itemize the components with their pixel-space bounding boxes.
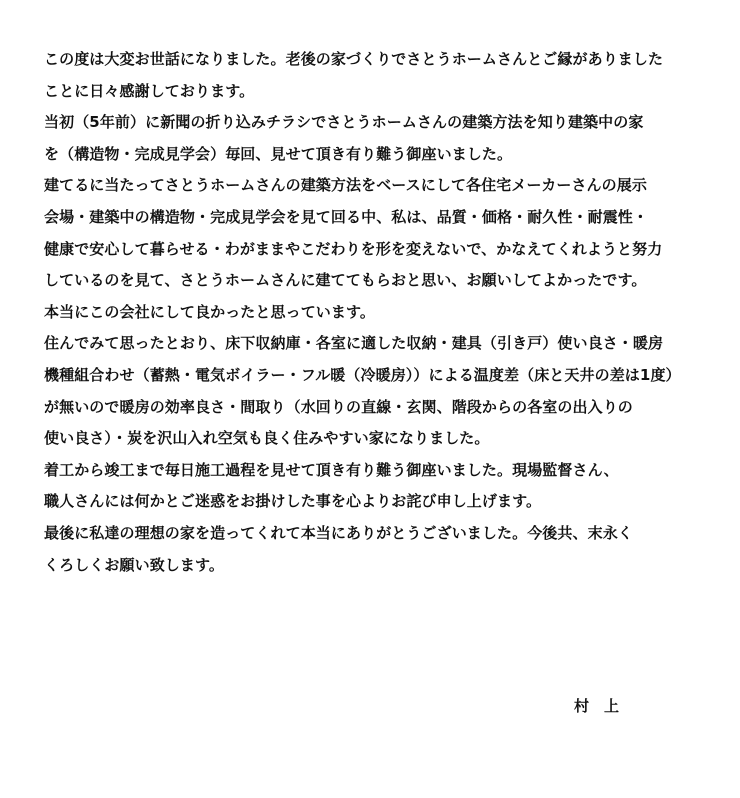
letter-line: この度は大変お世話になりました。老後の家づくりでさとうホームさんとご縁がありました [44,50,664,68]
letter-line: くろしくお願い致します。 [44,555,225,574]
letter-line: が無いので暖房の効率良さ・間取り（水回りの直線・玄関、階段からの各室の出入りの [44,397,633,416]
letter-line: ことに日々感謝しております。 [44,81,255,100]
letter-line: 使い良さ）・炭を沢山入れ空気も良く住みやすい家になりました。 [44,429,490,448]
letter-line: 会場・建築中の構造物・完成見学会を見て回る中、私は、品質・価格・耐久性・耐震性・ [44,207,649,226]
letter-line: 建てるに当たってさとうホームさんの建築方法をベースにして各住宅メーカーさんの展示 [44,176,647,195]
signature: 村 上 [574,697,620,715]
letter-line: 住んでみて思ったとおり、床下収納庫・各室に適した収納・建具（引き戸）使い良さ・暖房 [44,334,664,353]
letter-line: 健康で安心して暮らせる・わがままやこだわりを形を変えないで、かなえてくれようと努力 [44,239,663,258]
letter-line: 着工から竣工まで毎日施工過程を見せて頂き有り難う御座いました。現場監督さん、 [44,460,619,479]
letter-line: 最後に私達の理想の家を造ってくれて本当にありがとうございました。今後共、末永く [44,523,633,542]
letter-line: 本当にこの会社にして良かったと思っています。 [44,302,376,321]
letter-line: 当初（5年前）に新聞の折り込みチラシでさとうホームさんの建築方法を知り建築中の家 [44,113,644,132]
letter-line: 機種組合わせ（蓄熱・電気ボイラー・フル暖（冷暖房））による温度差（床と天井の差は1度） [44,365,681,384]
letter-line: を（構造物・完成見学会）毎回、見せて頂き有り難う御座いました。 [44,144,513,163]
letter-line: 職人さんには何かとご迷惑をお掛けした事を心よりお詫び申し上げます。 [44,492,542,511]
letter-line: しているのを見て、さとうホームさんに建ててもらおと思い、お願いしてよかったです。 [44,271,647,290]
